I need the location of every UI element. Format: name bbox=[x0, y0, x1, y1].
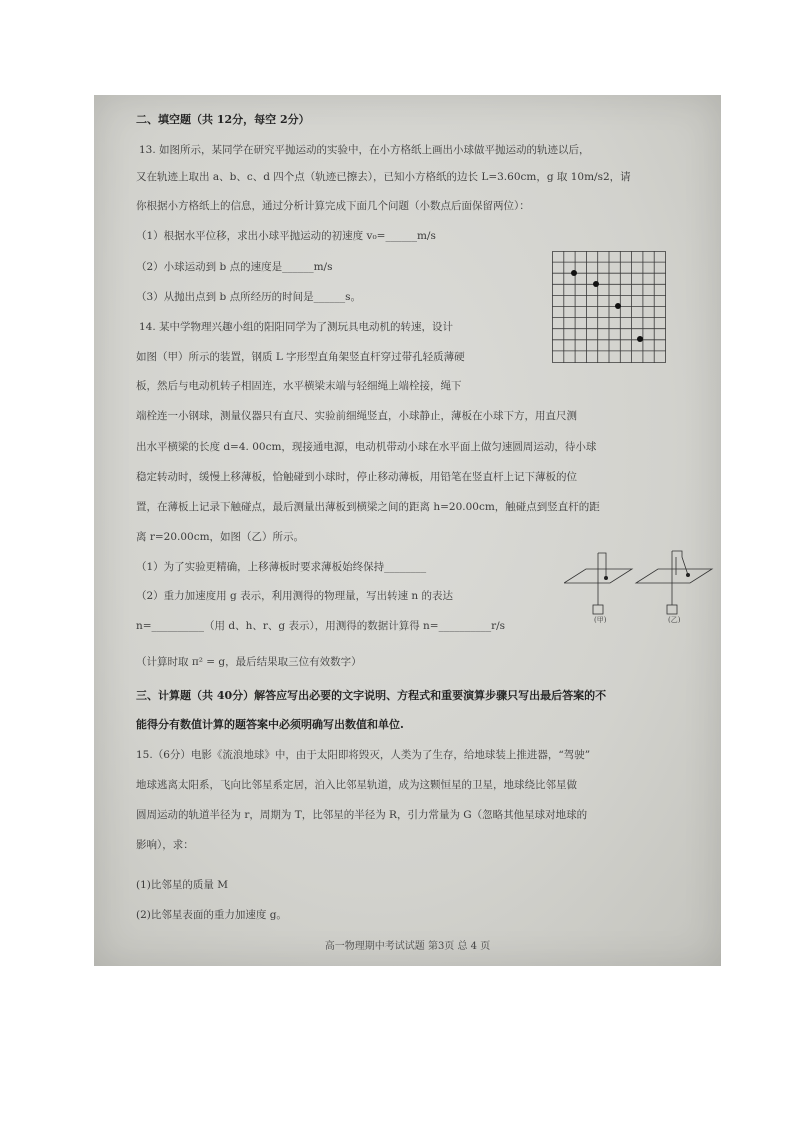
point-c bbox=[615, 303, 621, 309]
label-jia: (甲) bbox=[594, 616, 607, 623]
ball-yi bbox=[686, 573, 690, 577]
page-footer: 高一物理期中考试试题 第3页 总 4 页 bbox=[324, 941, 491, 952]
q13-line1: 13. 如图所示，某同学在研究平抛运动的实验中，在小方格纸上画出小球做平抛运动的轨迹以后， bbox=[139, 144, 590, 156]
q14-line6: 稳定转动时，缓慢上移薄板，恰触碰到小球时，停止移动薄板，用铅笔在竖直杆上记下薄板的位 bbox=[136, 471, 577, 483]
q13-item1: （1）根据水平位移，求出小球平抛运动的初速度 v₀=______m/s bbox=[136, 230, 436, 242]
q14-line2: 如图（甲）所示的装置，钢质 L 字形型直角架竖直杆穿过带孔轻质薄硬 bbox=[136, 351, 465, 363]
q14-note: （计算时取 π² = g，最后结果取三位有效数字） bbox=[136, 656, 362, 668]
point-b bbox=[593, 281, 599, 287]
q14-line4: 端栓连一小钢球，测量仪器只有直尺、实验前细绳竖直，小球静止，薄板在小球下方，用直尺测 bbox=[136, 410, 577, 422]
motor-jia bbox=[593, 605, 603, 614]
q13-grid-figure bbox=[552, 251, 666, 363]
section2-title: 二、填空题（共 12分，每空 2分） bbox=[136, 113, 310, 126]
q14-item2: （2）重力加速度用 g 表示，利用测得的物理量，写出转速 n 的表达 bbox=[136, 590, 454, 602]
motor-yi bbox=[667, 605, 677, 614]
exam-photo bbox=[94, 95, 721, 966]
q15-item1: (1)比邻星的质量 M bbox=[136, 879, 228, 891]
grid-lines bbox=[552, 251, 666, 363]
q14-item3: n=__________（用 d、h、r、g 表示），用测得的数据计算得 n=__________r/s bbox=[136, 620, 506, 632]
q14-line7: 置，在薄板上记录下触碰点，最后测量出薄板到横梁之间的距离 h=20.00cm，触碰点到竖直杆的距 bbox=[136, 501, 600, 513]
q14-line3: 板，然后与电动机转子相固连，水平横梁末端与轻细绳上端栓接，绳下 bbox=[136, 380, 462, 392]
trajectory-points bbox=[571, 270, 643, 342]
board-yi bbox=[636, 569, 712, 583]
section3-line2: 能得分有数值计算的题答案中必须明确写出数值和单位. bbox=[136, 718, 404, 731]
q14-line8: 离 r=20.00cm，如图（乙）所示。 bbox=[136, 531, 305, 543]
q15-item2: (2)比邻星表面的重力加速度 g。 bbox=[136, 909, 287, 921]
q15-line1: 15.（6分）电影《流浪地球》中，由于太阳即将毁灭，人类为了生存，给地球装上推进器，“驾驶” bbox=[136, 749, 591, 761]
point-a bbox=[571, 270, 577, 276]
q14-line1: 14. 某中学物理兴趣小组的阳阳同学为了测玩具电动机的转速，设计 bbox=[139, 321, 454, 333]
q13-line3: 你根据小方格纸上的信息，通过分析计算完成下面几个问题（小数点后面保留两位）： bbox=[136, 200, 530, 212]
q14-line5: 出水平横梁的长度 d=4. 00cm，现接通电源，电动机带动小球在水平面上做匀速圆周运动，待小球 bbox=[136, 441, 597, 453]
point-d bbox=[637, 336, 643, 342]
q15-line2: 地球逃离太阳系，飞向比邻星系定居，泊入比邻星轨道，成为这颗恒星的卫星，地球绕比邻星做 bbox=[136, 779, 577, 791]
q13-item2: （2）小球运动到 b 点的速度是______m/s bbox=[136, 261, 333, 273]
q14-item1: （1）为了实验更精确，上移薄板时要求薄板始终保持________ bbox=[136, 561, 427, 573]
q14-apparatus-figure bbox=[564, 543, 714, 623]
section3-line1: 三、计算题（共 40分）解答应写出必要的文字说明、方程式和重要演算步骤只写出最后答案的不 bbox=[136, 689, 607, 702]
label-yi: (乙) bbox=[668, 616, 681, 623]
ball-jia bbox=[604, 576, 608, 580]
q15-line4: 影响），求： bbox=[136, 839, 194, 851]
q13-item3: （3）从抛出点到 b 点所经历的时间是______s。 bbox=[136, 291, 361, 303]
q15-line3: 圆周运动的轨道半径为 r，周期为 T，比邻星的半径为 R，引力常量为 G（忽略其他星球对地球的 bbox=[136, 809, 588, 821]
frame-yi bbox=[672, 551, 688, 605]
q13-line2: 又在轨迹上取出 a、b、c、d 四个点（轨迹已擦去），已知小方格纸的边长 L=3.60cm，g 取 10m/s2，请 bbox=[136, 171, 631, 183]
